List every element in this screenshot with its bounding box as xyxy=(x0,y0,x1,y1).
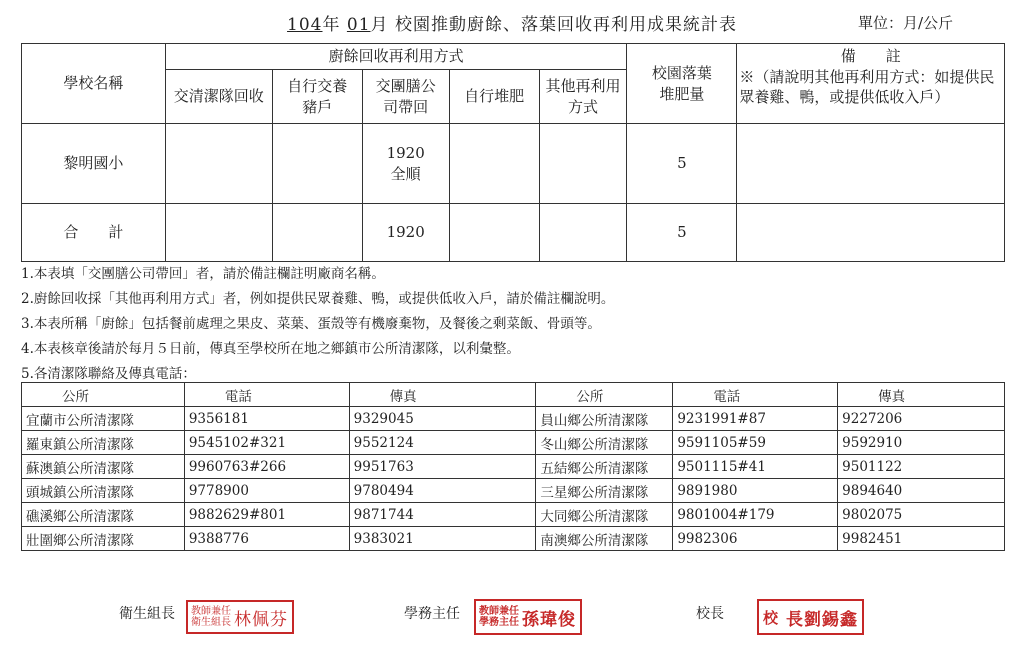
school-name: 黎明國小 xyxy=(22,124,166,204)
office-phone: 9356181 xyxy=(184,407,349,431)
office-fax: 9871744 xyxy=(349,503,536,527)
office-name: 三星鄉公所清潔隊 xyxy=(536,479,673,503)
statistics-table xyxy=(21,43,1005,262)
unit-label: 單位：月/公斤 xyxy=(858,14,954,32)
table-row xyxy=(22,455,1005,479)
office-name: 羅東鎮公所清潔隊 xyxy=(22,431,185,455)
office-phone: 9388776 xyxy=(184,527,349,551)
office-fax: 9383021 xyxy=(349,527,536,551)
office-name: 壯圍鄉公所清潔隊 xyxy=(22,527,185,551)
office-name: 大同鄉公所清潔隊 xyxy=(536,503,673,527)
header-other: 其他再利用方式 xyxy=(539,70,627,124)
leaf-compost-header: 校園落葉堆肥量 xyxy=(627,44,737,124)
remark-header-cell xyxy=(737,44,1005,124)
office-phone: 9501115#41 xyxy=(673,455,838,479)
office-name: 宜蘭市公所清潔隊 xyxy=(22,407,185,431)
office-fax: 9592910 xyxy=(838,431,1005,455)
compost-value xyxy=(449,204,539,262)
table-row xyxy=(22,503,1005,527)
office-fax: 9227206 xyxy=(838,407,1005,431)
contacts-header: 電話 xyxy=(673,383,838,407)
contacts-header: 電話 xyxy=(184,383,349,407)
office-phone: 9982306 xyxy=(673,527,838,551)
office-phone: 9891980 xyxy=(673,479,838,503)
remark-header: 備 註 xyxy=(840,47,901,65)
sig-label-student-affairs: 學務主任 xyxy=(404,606,460,622)
pig-value xyxy=(272,204,362,262)
header-compost: 自行堆肥 xyxy=(449,70,539,124)
contacts-table xyxy=(21,382,1005,551)
other-value xyxy=(539,124,627,204)
note-item: 3.本表所稱「廚餘」包括餐前處理之果皮、菜葉、蛋殼等有機廢棄物，及餐後之剩菜飯、骨頭等。 xyxy=(21,316,601,332)
office-name: 南澳鄉公所清潔隊 xyxy=(536,527,673,551)
total-label: 合 計 xyxy=(22,204,166,262)
header-catering: 交團膳公司帶回 xyxy=(362,70,449,124)
sig-label-principal: 校長 xyxy=(696,606,724,622)
office-name: 冬山鄉公所清潔隊 xyxy=(536,431,673,455)
other-value xyxy=(539,204,627,262)
stamp-health-chief: 教師兼任 衛生組長 林佩芬 xyxy=(186,600,294,634)
table-row xyxy=(22,204,1005,262)
remark-note: ※（請說明其他再利用方式：如提供民眾養雞、鴨，或提供低收入戶） xyxy=(739,68,995,106)
table-row xyxy=(22,407,1005,431)
office-phone: 9801004#179 xyxy=(673,503,838,527)
notes-list xyxy=(21,262,614,387)
office-name: 員山鄉公所清潔隊 xyxy=(536,407,673,431)
catering-vendor: 全順 xyxy=(390,164,421,183)
contacts-header: 傳真 xyxy=(838,383,1005,407)
header-pig: 自行交養豬戶 xyxy=(272,70,362,124)
office-phone: 9231991#87 xyxy=(673,407,838,431)
leaves-total: 5 xyxy=(627,204,737,262)
office-fax: 9951763 xyxy=(349,455,536,479)
title-year: 104 xyxy=(287,15,323,35)
office-phone: 9591105#59 xyxy=(673,431,838,455)
office-name: 頭城鎮公所清潔隊 xyxy=(22,479,185,503)
header-cleaning: 交清潔隊回收 xyxy=(165,70,272,124)
office-fax: 9802075 xyxy=(838,503,1005,527)
cleaning-value xyxy=(165,204,272,262)
table-row xyxy=(22,479,1005,503)
remark-value xyxy=(737,204,1005,262)
compost-value xyxy=(449,124,539,204)
contacts-header: 公所 xyxy=(536,383,673,407)
title-text: 校園推動廚餘、落葉回收再利用成果統計表 xyxy=(394,15,737,35)
contacts-header: 公所 xyxy=(22,383,185,407)
catering-value: 1920 xyxy=(386,143,425,162)
school-header: 學校名稱 xyxy=(22,44,166,124)
cleaning-value xyxy=(165,124,272,204)
note-item: 4.本表核章後請於每月５日前，傳真至學校所在地之鄉鎮市公所清潔隊，以利彙整。 xyxy=(21,341,520,357)
office-fax: 9982451 xyxy=(838,527,1005,551)
office-phone: 9882629#801 xyxy=(184,503,349,527)
catering-total: 1920 xyxy=(362,204,449,262)
leaves-value: 5 xyxy=(627,124,737,204)
table-row xyxy=(22,124,1005,204)
office-name: 五結鄉公所清潔隊 xyxy=(536,455,673,479)
office-phone: 9778900 xyxy=(184,479,349,503)
office-fax: 9501122 xyxy=(838,455,1005,479)
note-item: 5.各清潔隊聯絡及傳真電話： xyxy=(21,366,196,382)
office-fax: 9894640 xyxy=(838,479,1005,503)
title-month: 01 xyxy=(346,15,371,35)
stamp-principal: 校 長劉錫鑫 xyxy=(757,599,864,635)
note-item: 2.廚餘回收採「其他再利用方式」者，例如提供民眾養雞、鴨，或提供低收入戶，請於備註欄說明。 xyxy=(21,291,615,307)
remark-value xyxy=(737,124,1005,204)
method-group-header: 廚餘回收再利用方式 xyxy=(165,44,627,70)
office-fax: 9552124 xyxy=(349,431,536,455)
contacts-header: 傳真 xyxy=(349,383,536,407)
table-row xyxy=(22,527,1005,551)
title-year-suffix: 年 xyxy=(322,15,341,35)
office-phone: 9545102#321 xyxy=(184,431,349,455)
catering-cell xyxy=(362,124,449,204)
stamp-student-affairs: 教師兼任 學務主任 孫瑋俊 xyxy=(474,599,582,635)
table-row xyxy=(22,431,1005,455)
pig-value xyxy=(272,124,362,204)
sig-label-health: 衛生組長 xyxy=(119,606,175,622)
title-month-suffix: 月 xyxy=(370,15,389,35)
office-fax: 9329045 xyxy=(349,407,536,431)
office-name: 礁溪鄉公所清潔隊 xyxy=(22,503,185,527)
office-phone: 9960763#266 xyxy=(184,455,349,479)
contacts-header-row xyxy=(22,383,1005,407)
note-item: 1.本表填「交團膳公司帶回」者，請於備註欄註明廠商名稱。 xyxy=(21,266,385,282)
office-fax: 9780494 xyxy=(349,479,536,503)
office-name: 蘇澳鎮公所清潔隊 xyxy=(22,455,185,479)
